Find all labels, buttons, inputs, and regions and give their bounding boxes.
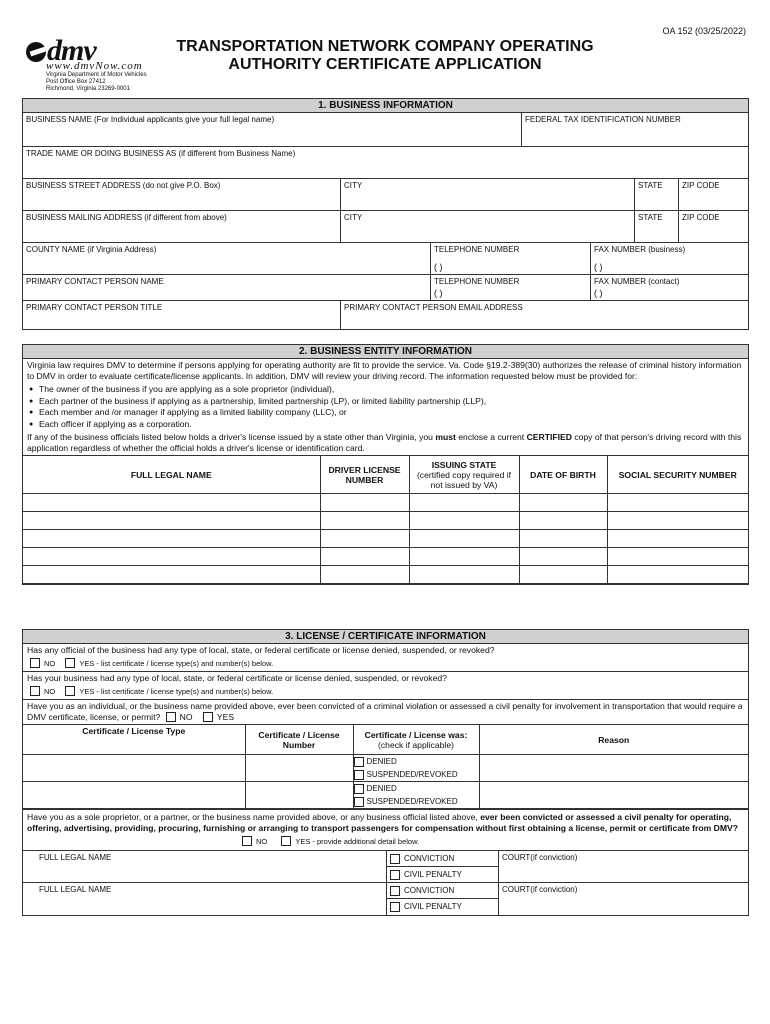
dob-input[interactable] xyxy=(519,548,607,566)
col-license-was: Certificate / License was: (check if applicable) xyxy=(353,725,479,755)
state-input[interactable] xyxy=(409,548,519,566)
dl-input[interactable] xyxy=(320,494,409,512)
conviction-checkbox[interactable] xyxy=(390,854,400,864)
form-title: TRANSPORTATION NETWORK COMPANY OPERATING AUTHORITY CERTIFICATE APPLICATION xyxy=(176,38,594,73)
city-field[interactable]: CITY xyxy=(341,179,635,210)
entity-intro: Virginia law requires DMV to determine if persons applying for operating authority are fit to provide the service. Va. Code §19.2-389(30) authorizes the release of criminal history information to DMV in order to evaluate certificate/license applicants. In addition, DMV will review your driving record. The information requested below must be provided for: xyxy=(27,360,742,381)
col-issuing-state: ISSUING STATE (certified copy required if not issued by VA) xyxy=(409,456,519,494)
q3-yes-checkbox[interactable] xyxy=(203,712,213,722)
dmv-swoosh-icon xyxy=(26,42,46,62)
col-reason: Reason xyxy=(479,725,748,755)
civil-penalty-checkbox[interactable] xyxy=(390,902,400,912)
contact-telephone-field[interactable]: TELEPHONE NUMBER ( ) xyxy=(431,275,591,300)
q2-yes-checkbox[interactable] xyxy=(65,686,75,696)
state-input[interactable] xyxy=(409,494,519,512)
county-field[interactable]: COUNTY NAME (if Virginia Address) xyxy=(23,243,431,274)
bullet-item: ● Each partner of the business if applying as a partnership, limited partnership (LP), or limited liability partnership (LLP), xyxy=(39,396,748,408)
col-full-legal-name: FULL LEGAL NAME xyxy=(23,456,320,494)
logo-mark: dmv xyxy=(26,38,176,64)
col-license-type: Certificate / License Type xyxy=(23,725,245,755)
dl-input[interactable] xyxy=(320,566,409,584)
fax-business-field[interactable]: FAX NUMBER (business) ( ) xyxy=(594,245,686,272)
status-options: DENIED SUSPENDED/REVOKED xyxy=(353,755,479,782)
number-input[interactable] xyxy=(245,755,353,782)
ssn-input[interactable] xyxy=(607,548,748,566)
conviction-row xyxy=(23,883,748,915)
q1-no-checkbox[interactable] xyxy=(30,658,40,668)
bullet-item: ● Each member and /or manager if applying as a limited liability company (LLC), or xyxy=(39,407,748,419)
state-field[interactable]: STATE xyxy=(635,179,679,210)
table-row xyxy=(23,755,748,782)
bullet-item: ● Each officer if applying as a corporation. xyxy=(39,419,748,431)
mailing-city-field[interactable]: CITY xyxy=(341,211,635,242)
section-2-heading: 2. BUSINESS ENTITY INFORMATION xyxy=(23,345,748,359)
dob-input[interactable] xyxy=(519,494,607,512)
q4-no-checkbox[interactable] xyxy=(242,836,252,846)
dl-input[interactable] xyxy=(320,548,409,566)
street-address-field[interactable]: BUSINESS STREET ADDRESS (do not give P.O. Box) xyxy=(23,179,341,210)
q4-options: NO YES - provide additional detail below. xyxy=(23,835,748,851)
reason-input[interactable] xyxy=(479,755,748,782)
table-row xyxy=(23,530,748,548)
state-input[interactable] xyxy=(409,566,519,584)
dmv-logo xyxy=(26,34,176,93)
name-input[interactable] xyxy=(23,566,320,584)
contact-email-field[interactable]: PRIMARY CONTACT PERSON EMAIL ADDRESS xyxy=(344,303,523,312)
state-input[interactable] xyxy=(409,530,519,548)
fein-field[interactable]: FEDERAL TAX IDENTIFICATION NUMBER xyxy=(525,115,681,124)
denied-checkbox[interactable] xyxy=(354,784,364,794)
status-options: DENIED SUSPENDED/REVOKED xyxy=(353,782,479,809)
section-business-information xyxy=(22,98,749,330)
table-row xyxy=(23,512,748,530)
state-input[interactable] xyxy=(409,512,519,530)
contact-title-field[interactable]: PRIMARY CONTACT PERSON TITLE xyxy=(23,301,341,329)
suspended-checkbox[interactable] xyxy=(354,770,364,780)
ssn-input[interactable] xyxy=(607,512,748,530)
name-input[interactable] xyxy=(23,548,320,566)
reason-input[interactable] xyxy=(479,782,748,809)
name-input[interactable] xyxy=(23,530,320,548)
table-row xyxy=(23,782,748,809)
dob-input[interactable] xyxy=(519,530,607,548)
question-criminal-violation: Have you as an individual, or the business name provided above, ever been convicted of a criminal violation or assessed a civil penalty for involvement in transportation that would require a DMV certificate, license, or permit? NO YES xyxy=(27,701,743,722)
telephone-field[interactable]: TELEPHONE NUMBER ( ) xyxy=(431,243,591,274)
section-license-information xyxy=(22,629,749,916)
q1-yes-checkbox[interactable] xyxy=(65,658,75,668)
trade-name-field[interactable]: TRADE NAME OR DOING BUSINESS AS (if different from Business Name) xyxy=(26,149,296,158)
question-officials-denied: Has any official of the business had any type of local, state, or federal certificate or license denied, suspended, or revoked? xyxy=(27,645,495,655)
bullet-item: ● The owner of the business if you are applying as a sole proprietor (individual), xyxy=(39,384,748,396)
court-field[interactable]: COURT(if conviction) xyxy=(502,885,578,894)
conviction-row xyxy=(23,851,748,883)
officials-table xyxy=(23,455,748,584)
dl-input[interactable] xyxy=(320,512,409,530)
entity-bullets xyxy=(23,384,748,430)
table-row xyxy=(23,548,748,566)
q3-no-checkbox[interactable] xyxy=(166,712,176,722)
zip-field[interactable]: ZIP CODE xyxy=(682,181,720,190)
dob-input[interactable] xyxy=(519,512,607,530)
table-row xyxy=(23,566,748,584)
penalty-options: CONVICTION CIVIL PENALTY xyxy=(387,851,499,882)
license-table xyxy=(23,724,748,809)
contact-name-field[interactable]: PRIMARY CONTACT PERSON NAME xyxy=(23,275,431,300)
col-license-number: Certificate / License Number xyxy=(245,725,353,755)
dob-input[interactable] xyxy=(519,566,607,584)
mailing-zip-field[interactable]: ZIP CODE xyxy=(682,213,720,222)
ssn-input[interactable] xyxy=(607,494,748,512)
number-input[interactable] xyxy=(245,782,353,809)
full-legal-name-field[interactable]: FULL LEGAL NAME xyxy=(23,883,387,915)
logo-url: www.dmvNow.com xyxy=(46,60,143,72)
mailing-state-field[interactable]: STATE xyxy=(635,211,679,242)
col-date-of-birth: DATE OF BIRTH xyxy=(519,456,607,494)
section-3-heading: 3. LICENSE / CERTIFICATE INFORMATION xyxy=(23,630,748,644)
suspended-checkbox[interactable] xyxy=(354,797,364,807)
mailing-address-field[interactable]: BUSINESS MAILING ADDRESS (if different from above) xyxy=(23,211,341,242)
form-number: OA 152 (03/25/2022) xyxy=(662,26,746,36)
section-1-heading: 1. BUSINESS INFORMATION xyxy=(23,99,748,113)
q4-yes-checkbox[interactable] xyxy=(281,836,291,846)
penalty-options: CONVICTION CIVIL PENALTY xyxy=(387,883,499,915)
denied-checkbox[interactable] xyxy=(354,757,364,767)
q2-no-checkbox[interactable] xyxy=(30,686,40,696)
type-input[interactable] xyxy=(23,755,245,782)
conviction-checkbox[interactable] xyxy=(390,886,400,896)
col-ssn: SOCIAL SECURITY NUMBER xyxy=(607,456,748,494)
question-business-denied: Has your business had any type of local, state, or federal certificate or license denied, suspended, or revoked? xyxy=(27,673,447,683)
civil-penalty-checkbox[interactable] xyxy=(390,870,400,880)
court-field[interactable]: COURT(if conviction) xyxy=(502,853,578,862)
q1-options: NO YES - list certificate / license type(s) and number(s) below. xyxy=(23,657,748,672)
logo-address: Virginia Department of Motor Vehicles Post Office Box 27412 Richmond, Virginia 23269-0001 xyxy=(46,72,147,92)
certified-note: If any of the business officials listed below holds a driver's license issued by a state other than Virginia, you must enclose a current CERTIFIED copy of that person's driving record with this application regardless of whether the official holds a driver's license or identification card. xyxy=(27,432,742,453)
fax-contact-field[interactable]: FAX NUMBER (contact) ( ) xyxy=(594,277,680,298)
ssn-input[interactable] xyxy=(607,530,748,548)
type-input[interactable] xyxy=(23,782,245,809)
full-legal-name-field[interactable]: FULL LEGAL NAME xyxy=(23,851,387,882)
section-business-entity xyxy=(22,344,749,585)
name-input[interactable] xyxy=(23,494,320,512)
table-row xyxy=(23,494,748,512)
business-name-field[interactable]: BUSINESS NAME (For Individual applicants give your full legal name) xyxy=(23,113,522,146)
col-driver-license: DRIVER LICENSE NUMBER xyxy=(320,456,409,494)
question-unlicensed-transport: Have you as a sole proprietor, or a partner, or the business name provided above, or any business official listed above, ever been convicted or assessed a civil penalty for operating, offering, advertising, providing, procuring, furnishing or arranging to transport passengers for compensation without first obtaining a license, permit or certificate from DMV? xyxy=(23,809,748,835)
dl-input[interactable] xyxy=(320,530,409,548)
ssn-input[interactable] xyxy=(607,566,748,584)
q2-options: NO YES - list certificate / license type(s) and number(s) below. xyxy=(23,685,748,700)
name-input[interactable] xyxy=(23,512,320,530)
